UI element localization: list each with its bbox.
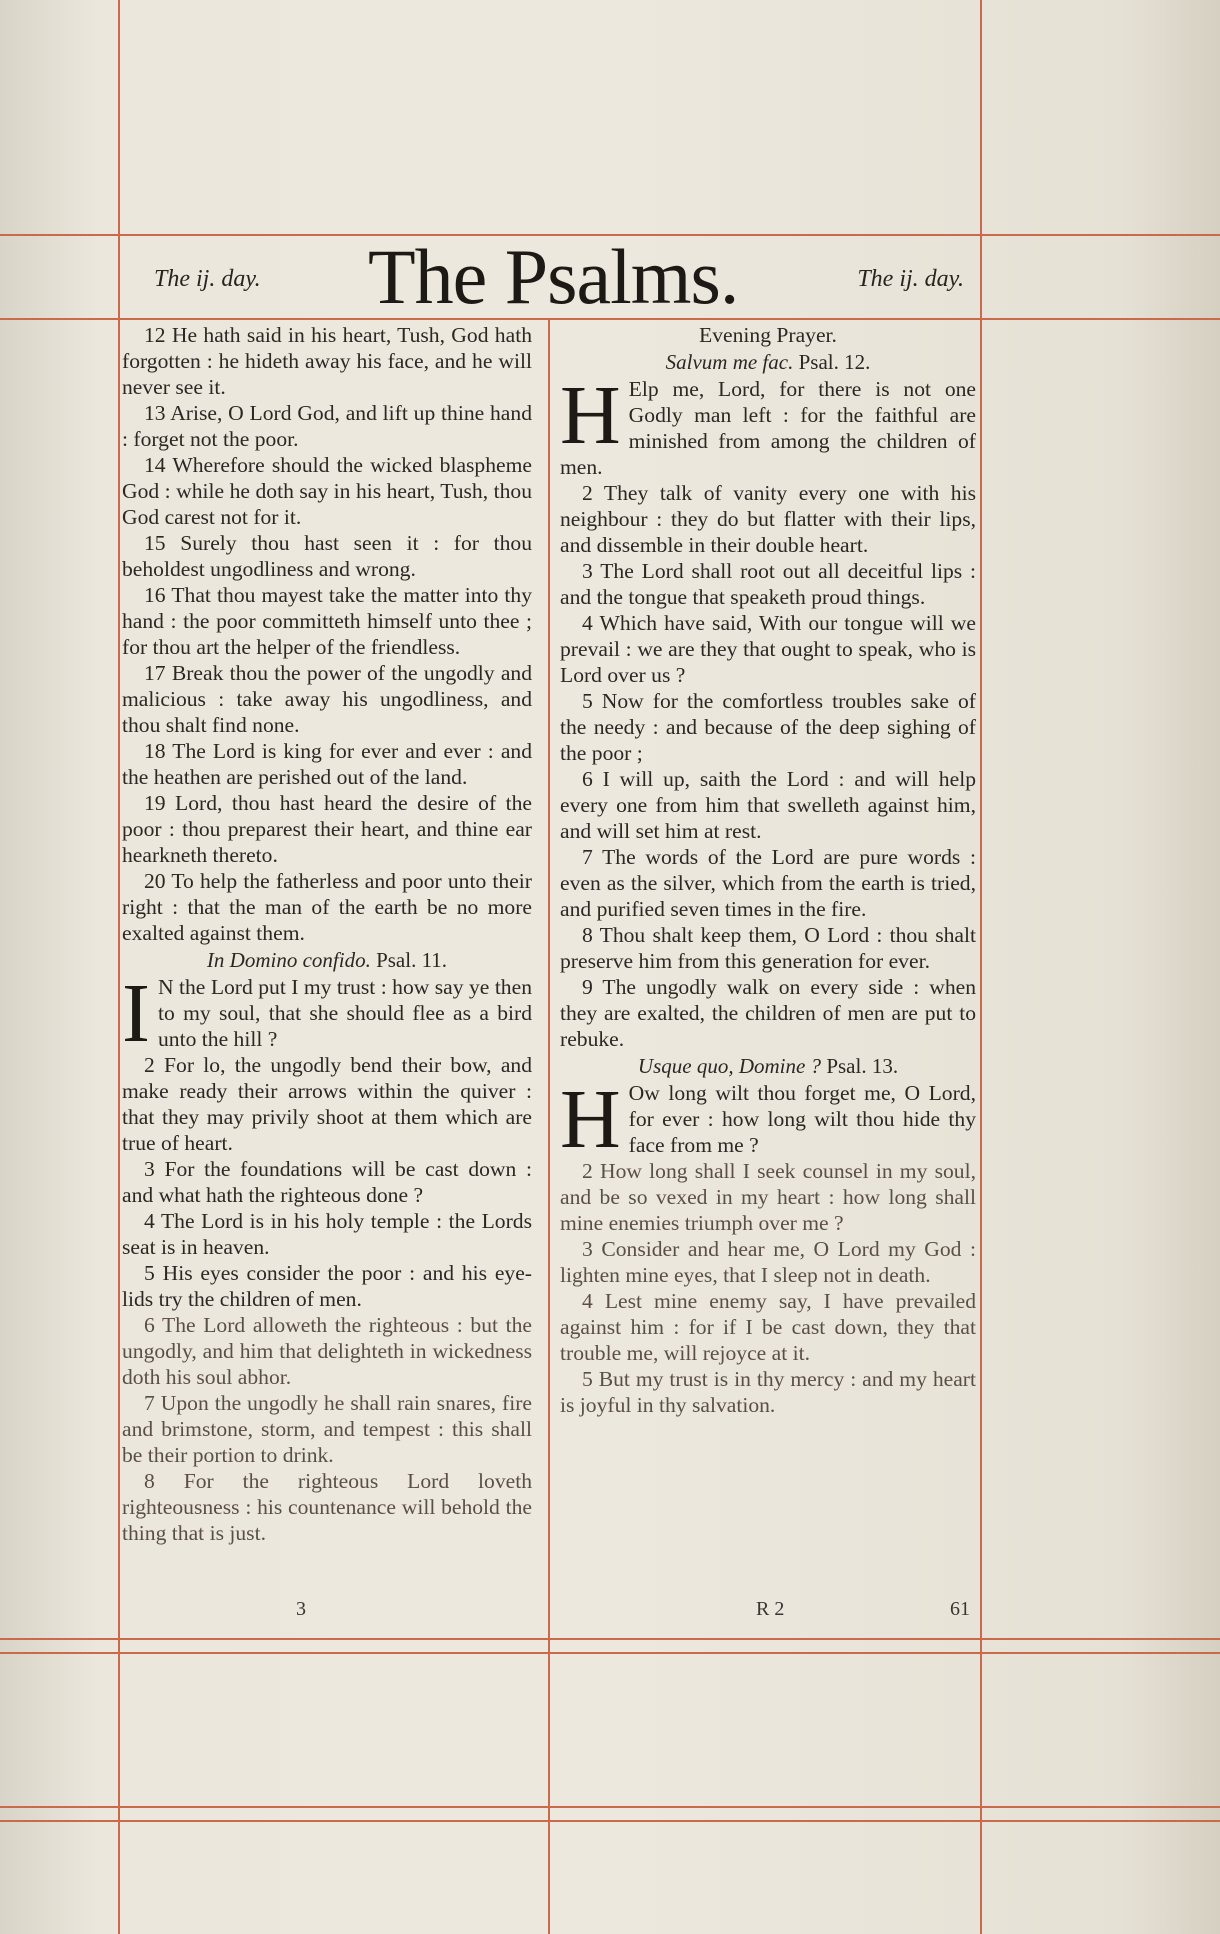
psalm-11-heading: [122, 947, 532, 973]
running-head-left: The ij. day.: [154, 266, 261, 292]
page-header: [118, 233, 980, 320]
verse-10-13: 13 Arise, O Lord God, and lift up thine hand : forget not the poor.: [122, 401, 532, 451]
verse-11-6: 6 The Lord alloweth the righteous : but the ungodly, and him that delighteth in wickedness doth his soul abhor.: [122, 1313, 532, 1389]
verse-13-1: [560, 1073, 976, 1166]
verse-12-1-text: Elp me, Lord, for there is not one Godly man left : for the faithful are minished from among the children of men.: [560, 377, 976, 479]
signature-mark: R 2: [756, 1598, 785, 1620]
verse-10-19: 19 Lord, thou hast heard the desire of the poor : thou preparest their heart, and thine ear hearkneth thereto.: [122, 791, 532, 867]
verse-10-16: 16 That thou mayest take the matter into thy hand : the poor committeth himself unto thee ; for thou art the helper of the friendless.: [122, 583, 532, 659]
psalm-11-ref: Psal. 11.: [376, 948, 448, 972]
verse-10-14: 14 Wherefore should the wicked blaspheme God : while he doth say in his heart, Tush, thou God carest not for it.: [122, 453, 532, 529]
verse-11-5: 5 His eyes consider the poor : and his eye-lids try the children of men.: [122, 1261, 532, 1311]
verse-10-17: 17 Break thou the power of the ungodly and malicious : take away his ungodliness, and thou shalt find none.: [122, 661, 532, 737]
psalm-13-heading: [560, 1053, 976, 1079]
rule-right-outer: [980, 0, 982, 1934]
verse-12-9: 9 The ungodly walk on every side : when they are exalted, the children of men are put to rebuke.: [560, 975, 976, 1051]
rule-bottom-1: [0, 1806, 1220, 1808]
verse-13-5: 5 But my trust is in thy mercy : and my heart is joyful in thy salvation.: [560, 1367, 976, 1417]
verse-12-1: [560, 369, 976, 480]
verse-10-15: 15 Surely thou hast seen it : for thou beholdest ungodliness and wrong.: [122, 531, 532, 581]
rule-footer-top: [0, 1638, 1220, 1640]
rule-bottom-2: [0, 1820, 1220, 1822]
verse-10-20: 20 To help the fatherless and poor unto their right : that the man of the earth be no more exalted against them.: [122, 869, 532, 945]
running-head-right: The ij. day.: [857, 266, 964, 292]
psalm-11-dropcap: I: [122, 967, 150, 1060]
psalm-12-incipit: Salvum me fac.: [665, 350, 794, 374]
verse-12-4: 4 Which have said, With our tongue will we prevail : we are they that ought to speak, who is Lord over us ?: [560, 611, 976, 687]
rule-gutter: [548, 318, 550, 1934]
verse-13-2: 2 How long shall I seek counsel in my soul, and be so vexed in my heart : how long shall mine enemies triumph over me ?: [560, 1159, 976, 1235]
verse-11-8: 8 For the righteous Lord loveth righteousness : his countenance will behold the thing that is just.: [122, 1469, 532, 1545]
verse-11-1-text: N the Lord put I my trust : how say ye then to my soul, that she should flee as a bird unto the hill ?: [157, 975, 532, 1051]
verse-12-6: 6 I will up, saith the Lord : and will help every one from him that swelleth against him, and will set him at rest.: [560, 767, 976, 843]
verse-13-4: 4 Lest mine enemy say, I have prevailed against him : for if I be cast down, they that trouble me, will rejoyce at it.: [560, 1289, 976, 1365]
left-column: [122, 322, 532, 1546]
right-column: [560, 322, 976, 1418]
folio-left: 3: [296, 1598, 306, 1620]
verse-11-1: [122, 967, 532, 1060]
verse-10-12: 12 He hath said in his heart, Tush, God hath forgotten : he hideth away his face, and he will never see it.: [122, 323, 532, 399]
verse-13-3: 3 Consider and hear me, O Lord my God : lighten mine eyes, that I sleep not in death.: [560, 1237, 976, 1287]
folio-right: 61: [950, 1598, 970, 1620]
verse-12-3: 3 The Lord shall root out all deceitful lips : and the tongue that speaketh proud things.: [560, 559, 976, 609]
psalm-11-incipit: In Domino confido.: [206, 948, 371, 972]
verse-11-2: 2 For lo, the ungodly bend their bow, and make ready their arrows within the quiver : that they may privily shoot at them which are true of heart.: [122, 1053, 532, 1155]
verse-11-7: 7 Upon the ungodly he shall rain snares, fire and brimstone, storm, and tempest : this shall be their portion to drink.: [122, 1391, 532, 1467]
rule-footer-bottom: [0, 1652, 1220, 1654]
psalm-12-ref: Psal. 12.: [798, 350, 871, 374]
psalm-12-dropcap: H: [560, 369, 621, 462]
verse-12-2: 2 They talk of vanity every one with his neighbour : they do but flatter with their lips, and dissemble in their double heart.: [560, 481, 976, 557]
verse-12-7: 7 The words of the Lord are pure words : even as the silver, which from the earth is tried, and purified seven times in the fire.: [560, 845, 976, 921]
evening-prayer-heading: Evening Prayer.: [699, 323, 837, 347]
psalm-13-dropcap: H: [560, 1073, 621, 1166]
verse-10-18: 18 The Lord is king for ever and ever : and the heathen are perished out of the land.: [122, 739, 532, 789]
psalm-13-incipit: Usque quo, Domine ?: [637, 1054, 822, 1078]
verse-12-8: 8 Thou shalt keep them, O Lord : thou shalt preserve him from this generation for ever.: [560, 923, 976, 973]
page-title: The Psalms.: [368, 233, 739, 320]
psalm-13-ref: Psal. 13.: [826, 1054, 899, 1078]
verse-13-1-text: Ow long wilt thou forget me, O Lord, for ever : how long wilt thou hide thy face from me ?: [628, 1081, 976, 1157]
psalm-12-heading: [560, 349, 976, 375]
verse-12-5: 5 Now for the comfortless troubles sake of the needy : and because of the deep sighing of the poor ;: [560, 689, 976, 765]
verse-11-3: 3 For the foundations will be cast down : and what hath the righteous done ?: [122, 1157, 532, 1207]
verse-11-4: 4 The Lord is in his holy temple : the Lords seat is in heaven.: [122, 1209, 532, 1259]
